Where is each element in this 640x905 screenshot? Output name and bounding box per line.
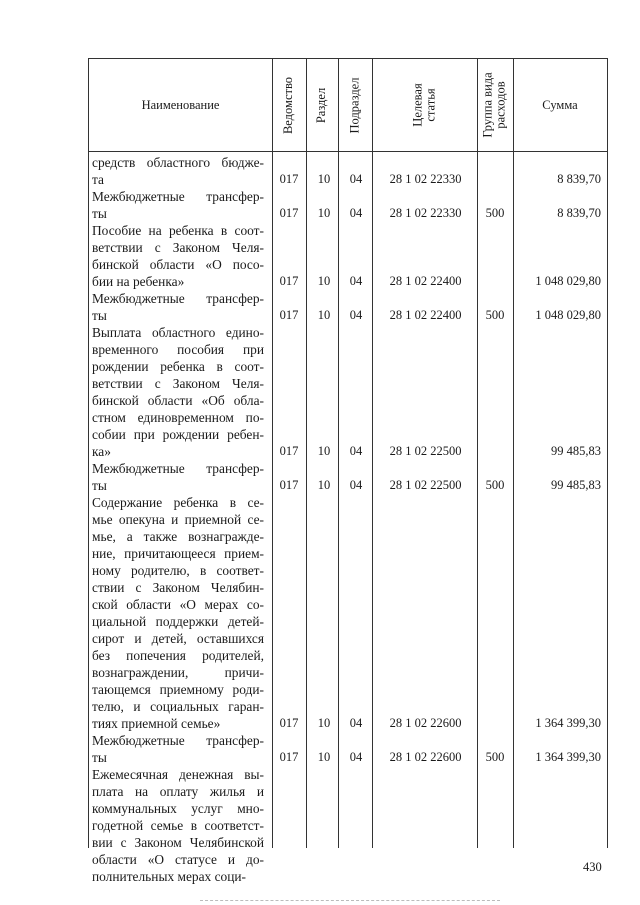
row-name-line: ка» (92, 444, 111, 459)
row-name-line: ской области «О мерах со- (92, 597, 264, 612)
cell-razdel: 10 (317, 478, 331, 492)
row-name-line: ному родителю, в соответ- (92, 563, 264, 578)
row-name-line: ние, причитающееся прием- (92, 546, 264, 561)
cell-summa: 99 485,83 (551, 444, 601, 458)
row-name (92, 188, 264, 222)
row-name-line: Содержание ребенка в се- (92, 495, 264, 510)
cell-gruppa: 500 (485, 206, 505, 220)
header-razdel: Раздел (314, 87, 329, 123)
header-vedomstvo: Ведомство (281, 76, 296, 134)
row-name-line: Выплата областного едино- (92, 325, 264, 340)
cell-podrazdel: 04 (349, 478, 363, 492)
cell-razdel: 10 (317, 172, 331, 186)
header-gruppa: Группа вида расходов (481, 72, 509, 138)
scan-artifact (200, 900, 500, 901)
cell-celevaya: 28 1 02 22600 (389, 750, 462, 764)
row-name-line: сирот и детей, оставшихся (92, 631, 264, 646)
cell-vedomstvo: 017 (279, 716, 299, 730)
cell-gruppa: 500 (485, 478, 505, 492)
cell-vedomstvo: 017 (279, 308, 299, 322)
cell-podrazdel: 04 (349, 206, 363, 220)
cell-podrazdel: 04 (349, 444, 363, 458)
row-name-line: Межбюджетные трансфер- (92, 733, 264, 748)
col-divider (513, 59, 514, 848)
row-name-line: ты (92, 308, 107, 323)
row-name-line: средств областного бюдже- (92, 155, 264, 170)
cell-summa: 8 839,70 (557, 206, 601, 220)
row-name-line: тающемся приемному роди- (92, 682, 264, 697)
header-podrazdel: Подраздел (347, 77, 362, 133)
row-name (92, 324, 264, 460)
col-divider (477, 59, 478, 848)
cell-celevaya: 28 1 02 22330 (389, 172, 462, 186)
row-name-line: стном единовременном по- (92, 410, 264, 425)
row-name (92, 222, 264, 290)
row-name-line: бинской области «О посо- (92, 257, 264, 272)
cell-gruppa: 500 (485, 750, 505, 764)
row-name-line: плата на оплату жилья и (92, 784, 264, 799)
cell-vedomstvo: 017 (279, 478, 299, 492)
row-name-line: Межбюджетные трансфер- (92, 189, 264, 204)
cell-summa: 1 364 399,30 (535, 750, 601, 764)
cell-celevaya: 28 1 02 22330 (389, 206, 462, 220)
row-name (92, 460, 264, 494)
row-name-line: ты (92, 478, 107, 493)
row-name-line: бинской области «Об обла- (92, 393, 264, 408)
page-number: 430 (583, 860, 602, 874)
header-celevaya: Целевая статья (410, 83, 438, 127)
cell-celevaya: 28 1 02 22600 (389, 716, 462, 730)
header-summa: Сумма (542, 97, 578, 112)
header-divider (89, 151, 608, 152)
row-name-line: вознаграждении, причи- (92, 665, 264, 680)
cell-razdel: 10 (317, 444, 331, 458)
cell-podrazdel: 04 (349, 750, 363, 764)
cell-razdel: 10 (317, 274, 331, 288)
row-name-line: рождении ребенка в соот- (92, 359, 264, 374)
row-name-line: ветствии с Законом Челя- (92, 240, 264, 255)
cell-podrazdel: 04 (349, 172, 363, 186)
row-name-line: полнительных мерах соци- (92, 869, 247, 884)
row-name-line: Ежемесячная денежная вы- (92, 767, 264, 782)
cell-celevaya: 28 1 02 22500 (389, 444, 462, 458)
cell-razdel: 10 (317, 750, 331, 764)
cell-summa: 99 485,83 (551, 478, 601, 492)
row-name (92, 732, 264, 766)
row-name-line: коммунальных услуг мно- (92, 801, 264, 816)
cell-podrazdel: 04 (349, 716, 363, 730)
cell-razdel: 10 (317, 206, 331, 220)
cell-vedomstvo: 017 (279, 750, 299, 764)
row-name-line: Пособие на ребенка в соот- (92, 223, 264, 238)
row-name-line: собии при рождении ребен- (92, 427, 264, 442)
cell-razdel: 10 (317, 716, 331, 730)
cell-summa: 8 839,70 (557, 172, 601, 186)
row-name-line: ствии с Законом Челябин- (92, 580, 264, 595)
cell-summa: 1 364 399,30 (535, 716, 601, 730)
col-divider (338, 59, 339, 848)
row-name (92, 766, 264, 885)
col-divider (607, 59, 608, 848)
cell-summa: 1 048 029,80 (535, 308, 601, 322)
cell-summa: 1 048 029,80 (535, 274, 601, 288)
cell-podrazdel: 04 (349, 308, 363, 322)
row-name-line: телю, и социальных гаран- (92, 699, 264, 714)
row-name-line: Межбюджетные трансфер- (92, 291, 264, 306)
cell-gruppa: 500 (485, 308, 505, 322)
row-name-line: тиях приемной семье» (92, 716, 221, 731)
col-divider (372, 59, 373, 848)
row-name-line: ты (92, 750, 107, 765)
cell-celevaya: 28 1 02 22400 (389, 274, 462, 288)
cell-vedomstvo: 017 (279, 274, 299, 288)
row-name-line: Межбюджетные трансфер- (92, 461, 264, 476)
header-name: Наименование (141, 97, 220, 112)
row-name-line: бии на ребенка» (92, 274, 185, 289)
col-divider (306, 59, 307, 848)
row-name (92, 494, 264, 732)
row-name-line: ветствии с Законом Челя- (92, 376, 264, 391)
row-name-line: мье опекуна и приемной се- (92, 512, 264, 527)
row-name-line: ты (92, 206, 107, 221)
row-name (92, 154, 264, 188)
cell-razdel: 10 (317, 308, 331, 322)
row-name-line: без попечения родителей, (92, 648, 264, 663)
row-name-line: мье, а также вознагражде- (92, 529, 264, 544)
row-name-line: вии с Законом Челябинской (92, 835, 264, 850)
row-name (92, 290, 264, 324)
cell-vedomstvo: 017 (279, 206, 299, 220)
cell-celevaya: 28 1 02 22500 (389, 478, 462, 492)
row-name-line: годетной семье в соответст- (92, 818, 264, 833)
row-name-line: циальной поддержки детей- (92, 614, 264, 629)
cell-vedomstvo: 017 (279, 172, 299, 186)
cell-podrazdel: 04 (349, 274, 363, 288)
cell-vedomstvo: 017 (279, 444, 299, 458)
row-name-line: области «О статусе и до- (92, 852, 264, 867)
row-name-line: временного пособия при (92, 342, 264, 357)
row-name-line: та (92, 172, 104, 187)
col-divider (272, 59, 273, 848)
cell-celevaya: 28 1 02 22400 (389, 308, 462, 322)
